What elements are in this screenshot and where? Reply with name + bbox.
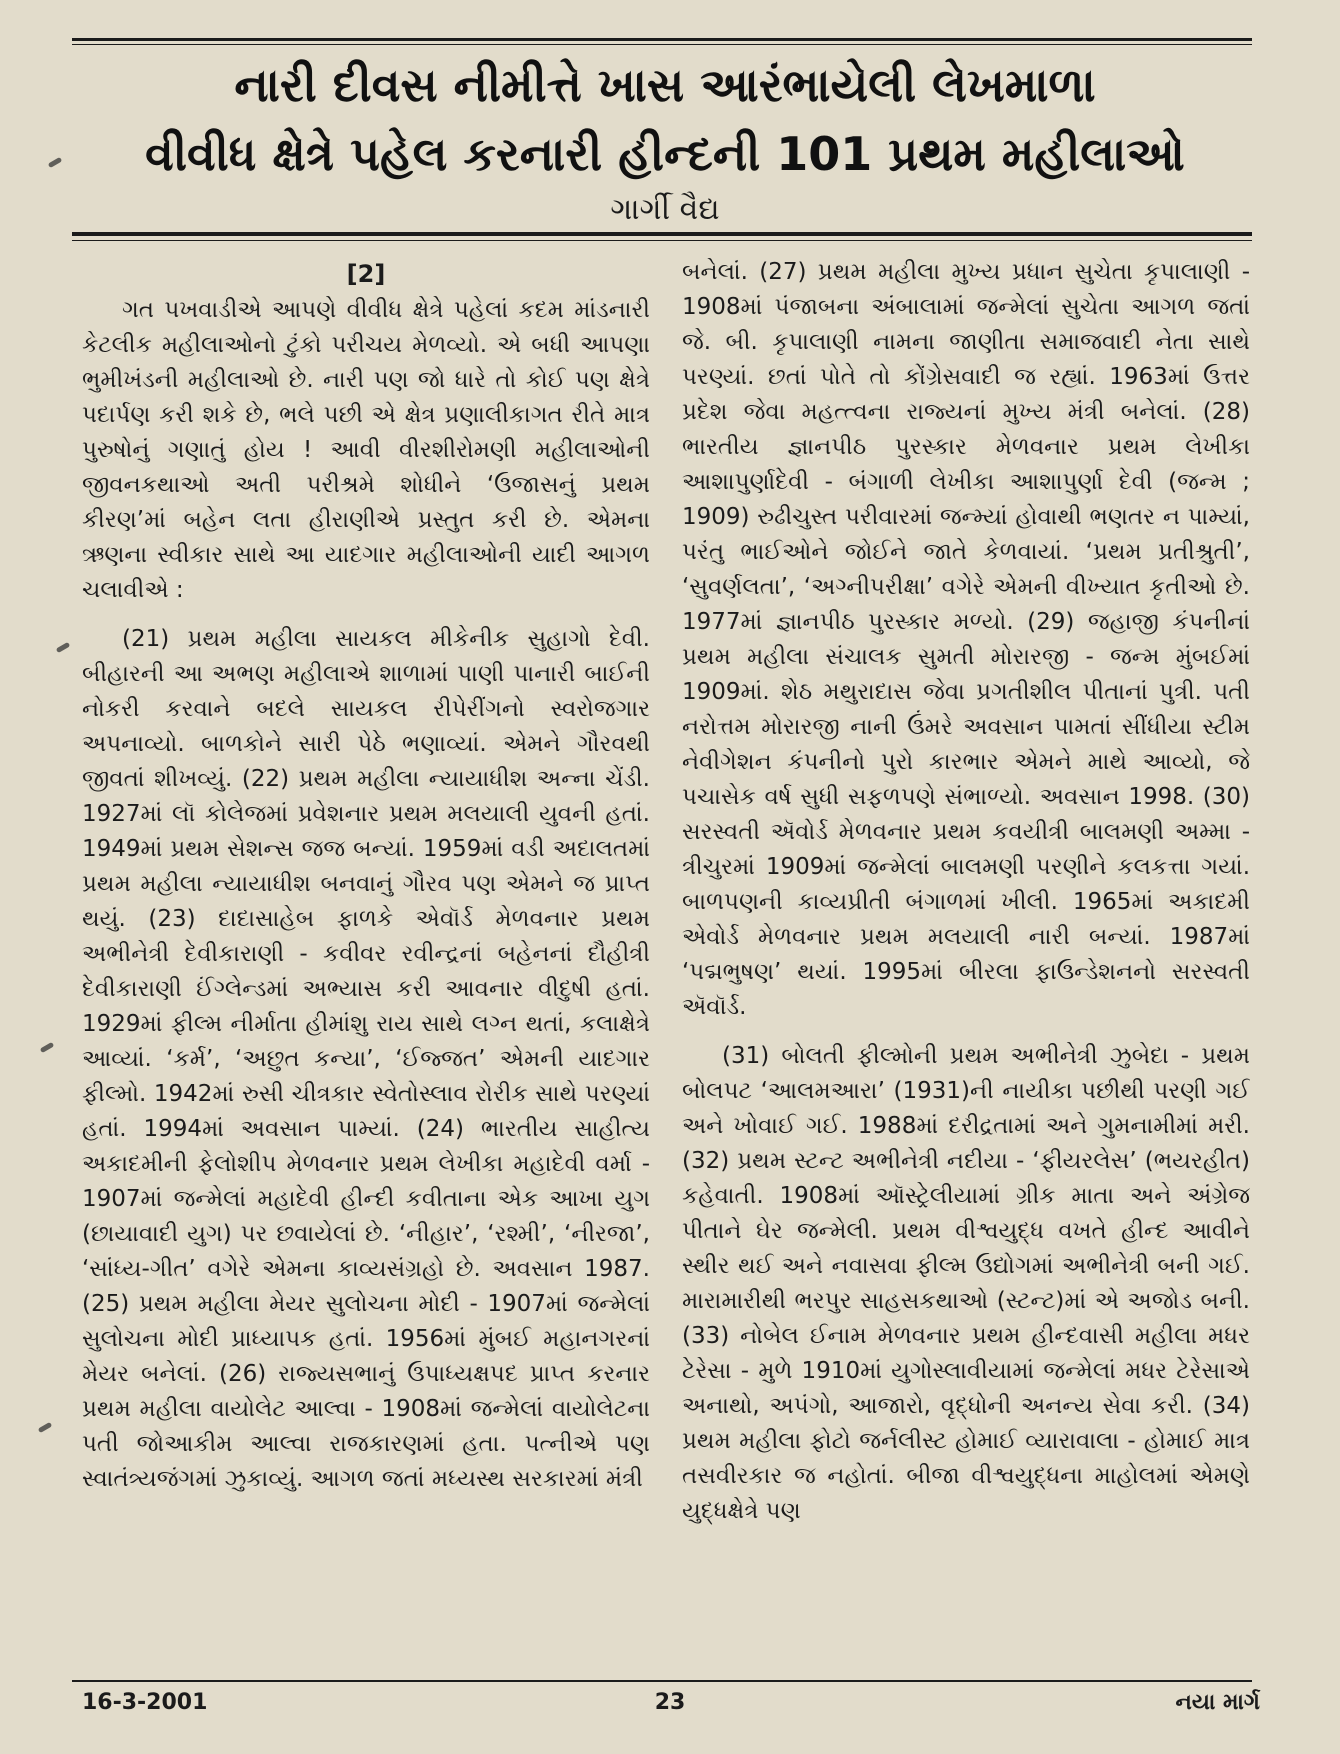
footer-rule	[72, 1680, 1252, 1682]
header-bottom-rule	[72, 232, 1252, 236]
headline-line-1: નારી દીવસ નીમીત્તે ખાસ આરંભાયેલી લેખમાળા	[234, 58, 1096, 112]
paper-speck	[40, 1042, 55, 1053]
paper-speck	[48, 157, 63, 168]
magazine-name: નયા માર્ગ	[1175, 1690, 1260, 1715]
header-bottom-rule-thin	[72, 240, 1252, 241]
top-rule-thin	[72, 44, 1252, 45]
headline-line-2: વીવીધ ક્ષેત્રે પહેલ કરનારી હીન્દની 101 પ્રથમ મહીલાઓ	[145, 127, 1185, 181]
author-name: ગાર્ગી વૈદ્ય	[610, 192, 720, 227]
page-number: 23	[654, 1690, 686, 1715]
intro-paragraph: ગત પખવાડીએ આપણે વીવીધ ક્ષેત્રે પહેલાં કદમ માંડનારી કેટલીક મહીલાઓનો ટુંકો પરીચય મેળવ્યો. એ બધી આપણા ભુમીખંડની મહીલાઓ છે. નારી પણ જો ધારે તો કોઈ પણ ક્ષેત્રે પદાર્પણ કરી શકે છે, ભલે પછી એ ક્ષેત્ર પ્રણાલીકાગત રીતે માત્ર પુરુષોનું ગણાતું હોય ! આવી વીરશીરોમણી મહીલાઓની જીવનકથાઓ અતી પરીશ્રમે શોધીને ‘ઉજાસનું પ્રથમ કીરણ’માં બહેન લતા હીરાણીએ પ્રસ્તુત કરી છે. એમના ઋણના સ્વીકાર સાથે આ યાદગાર મહીલાઓની યાદી આગળ ચલાવીએ :	[82, 297, 650, 603]
article-column-left	[82, 255, 650, 1645]
part-marker: [2]	[346, 260, 386, 288]
paper-speck	[56, 642, 71, 653]
article-column-right	[682, 255, 1250, 1645]
issue-date: 16-3-2001	[82, 1690, 208, 1715]
paper-speck	[38, 1422, 53, 1433]
body-paragraph: (21) પ્રથમ મહીલા સાયકલ મીકેનીક સુહાગો દેવી. બીહારની આ અભણ મહીલાએ શાળામાં પાણી પાનારી બાઈની નોકરી કરવાને બદલે સાયકલ રીપેરીંગનો સ્વરોજગાર અપનાવ્યો. બાળકોને સારી પેઠે ભણાવ્યાં. એમને ગૌરવથી જીવતાં શીખવ્યું. (22) પ્રથમ મહીલા ન્યાયાધીશ અન્ના ચેંડી. 1927માં લૉ કોલેજમાં પ્રવેશનાર પ્રથમ મલયાલી યુવની હતાં. 1949માં પ્રથમ સેશન્સ જજ બન્યાં. 1959માં વડી અદાલતમાં પ્રથમ મહીલા ન્યાયાધીશ બનવાનું ગૌરવ પણ એમને જ પ્રાપ્ત થયું. (23) દાદાસાહેબ ફાળકે એવૉર્ડ મેળવનાર પ્રથમ અભીનેત્રી દેવીકારાણી - કવીવર રવીન્દ્રનાં બહેનનાં દૌહીત્રી દેવીકારાણી ઈંગ્લેન્ડમાં અભ્યાસ કરી આવનાર વીદુષી હતાં. 1929માં ફીલ્મ નીર્માતા હીમાંશુ રાય સાથે લગ્ન થતાં, કલાક્ષેત્રે આવ્યાં. ‘કર્મ’, ‘અછુત કન્યા’, ‘ઈજ્જત’ એમની યાદગાર ફીલ્મો. 1942માં રુસી ચીત્રકાર સ્વેતોસ્લાવ રોરીક સાથે પરણ્યાં હતાં. 1994માં અવસાન પામ્યાં. (24) ભારતીય સાહીત્ય અકાદમીની ફેલોશીપ મેળવનાર પ્રથમ લેખીકા મહાદેવી વર્મા - 1907માં જન્મેલાં મહાદેવી હીન્દી કવીતાના એક આખા યુગ (છાયાવાદી યુગ) પર છવાયેલાં છે. ‘નીહાર’, ‘રશ્મી’, ‘નીરજા’, ‘સાંધ્ય-ગીત’ વગેરે એમના કાવ્યસંગ્રહો છે. અવસાન 1987. (25) પ્રથમ મહીલા મેયર સુલોચના મોદી - 1907માં જન્મેલાં સુલોચના મોદી પ્રાધ્યાપક હતાં. 1956માં મુંબઈ મહાનગરનાં મેયર બનેલાં. (26) રાજ્યસભાનું ઉપાધ્યક્ષપદ પ્રાપ્ત કરનાર પ્રથમ મહીલા વાયોલેટ આલ્વા - 1908માં જન્મેલાં વાયોલેટના પતી જોઆકીમ આલ્વા રાજકારણમાં હતા. પત્નીએ પણ સ્વાતંત્ર્યજંગમાં ઝુકાવ્યું. આગળ જતાં મધ્યસ્થ સરકારમાં મંત્રી	[82, 626, 650, 1492]
body-paragraph: બનેલાં. (27) પ્રથમ મહીલા મુખ્ય પ્રધાન સુચેતા કૃપાલાણી - 1908માં પંજાબના અંબાલામાં જન્મેલાં સુચેતા આગળ જતાં જે. બી. કૃપાલાણી નામના જાણીતા સમાજવાદી નેતા સાથે પરણ્યાં. છતાં પોતે તો કોંગ્રેસવાદી જ રહ્યાં. 1963માં ઉત્તર પ્રદેશ જેવા મહત્ત્વના રાજ્યનાં મુખ્ય મંત્રી બનેલાં. (28) ભારતીય જ્ઞાનપીઠ પુરસ્કાર મેળવનાર પ્રથમ લેખીકા આશાપુર્ણાદેવી - બંગાળી લેખીકા આશાપુર્ણા દેવી (જન્મ ; 1909) રુઢીચુસ્ત પરીવારમાં જન્મ્યાં હોવાથી ભણતર ન પામ્યાં, પરંતુ ભાઈઓને જોઈને જાતે કેળવાયાં. ‘પ્રથમ પ્રતીશ્રુતી’, ‘સુવર્ણલતા’, ‘અગ્નીપરીક્ષા’ વગેરે એમની વીખ્યાત કૃતીઓ છે. 1977માં જ્ઞાનપીઠ પુરસ્કાર મળ્યો. (29) જહાજી કંપનીનાં પ્રથમ મહીલા સંચાલક સુમતી મોરારજી - જન્મ મુંબઈમાં 1909માં. શેઠ મથુરાદાસ જેવા પ્રગતીશીલ પીતાનાં પુત્રી. પતી નરોત્તમ મોરારજી નાની ઉંમરે અવસાન પામતાં સીંધીયા સ્ટીમ નેવીગેશન કંપનીનો પુરો કારભાર એમને માથે આવ્યો, જે પચાસેક વર્ષ સુધી સફળપણે સંભાળ્યો. અવસાન 1998. (30) સરસ્વતી ઍવોર્ડ મેળવનાર પ્રથમ કવયીત્રી બાલમણી અમ્મા - ત્રીચુરમાં 1909માં જન્મેલાં બાલમણી પરણીને કલકત્તા ગયાં. બાળપણની કાવ્યપ્રીતી બંગાળમાં ખીલી. 1965માં અકાદમી એવોર્ડ મેળવનાર પ્રથમ મલયાલી નારી બન્યાં. 1987માં ‘પદ્મભુષણ’ થયાં. 1995માં બીરલા ફાઉન્ડેશનનો સરસ્વતી ઍવૉર્ડ.	[682, 259, 1250, 1020]
body-paragraph: (31) બોલતી ફીલ્મોની પ્રથમ અભીનેત્રી ઝુબેદા - પ્રથમ બોલપટ ‘આલમઆરા’ (1931)ની નાયીકા પછીથી પરણી ગઈ અને ખોવાઈ ગઈ. 1988માં દરીદ્રતામાં અને ગુમનામીમાં મરી. (32) પ્રથમ સ્ટન્ટ અભીનેત્રી નદીયા - ‘ફીયરલેસ’ (ભયરહીત) કહેવાતી. 1908માં ઑસ્ટ્રેલીયામાં ગ્રીક માતા અને અંગ્રેજ પીતાને ઘેર જન્મેલી. પ્રથમ વીશ્વયુદ્ધ વખતે હીન્દ આવીને સ્થીર થઈ અને નવાસવા ફીલ્મ ઉદ્યોગમાં અભીનેત્રી બની ગઈ. મારામારીથી ભરપુર સાહસકથાઓ (સ્ટન્ટ)માં એ અજોડ બની. (33) નોબેલ ઈનામ મેળવનાર પ્રથમ હીન્દવાસી મહીલા મધર ટેરેસા - મુળે 1910માં યુગોસ્લાવીયામાં જન્મેલાં મધર ટેરેસાએ અનાથો, અપંગો, આજારો, વૃદ્ધોની અનન્ય સેવા કરી. (34) પ્રથમ મહીલા ફોટો જર્નલીસ્ટ હોમાઈ વ્યારાવાલા - હોમાઈ માત્ર તસવીરકાર જ નહોતાં. બીજા વીશ્વયુદ્ધના માહોલમાં એમણે યુદ્ધક્ષેત્રે પણ	[682, 1043, 1250, 1524]
top-rule	[72, 38, 1252, 41]
